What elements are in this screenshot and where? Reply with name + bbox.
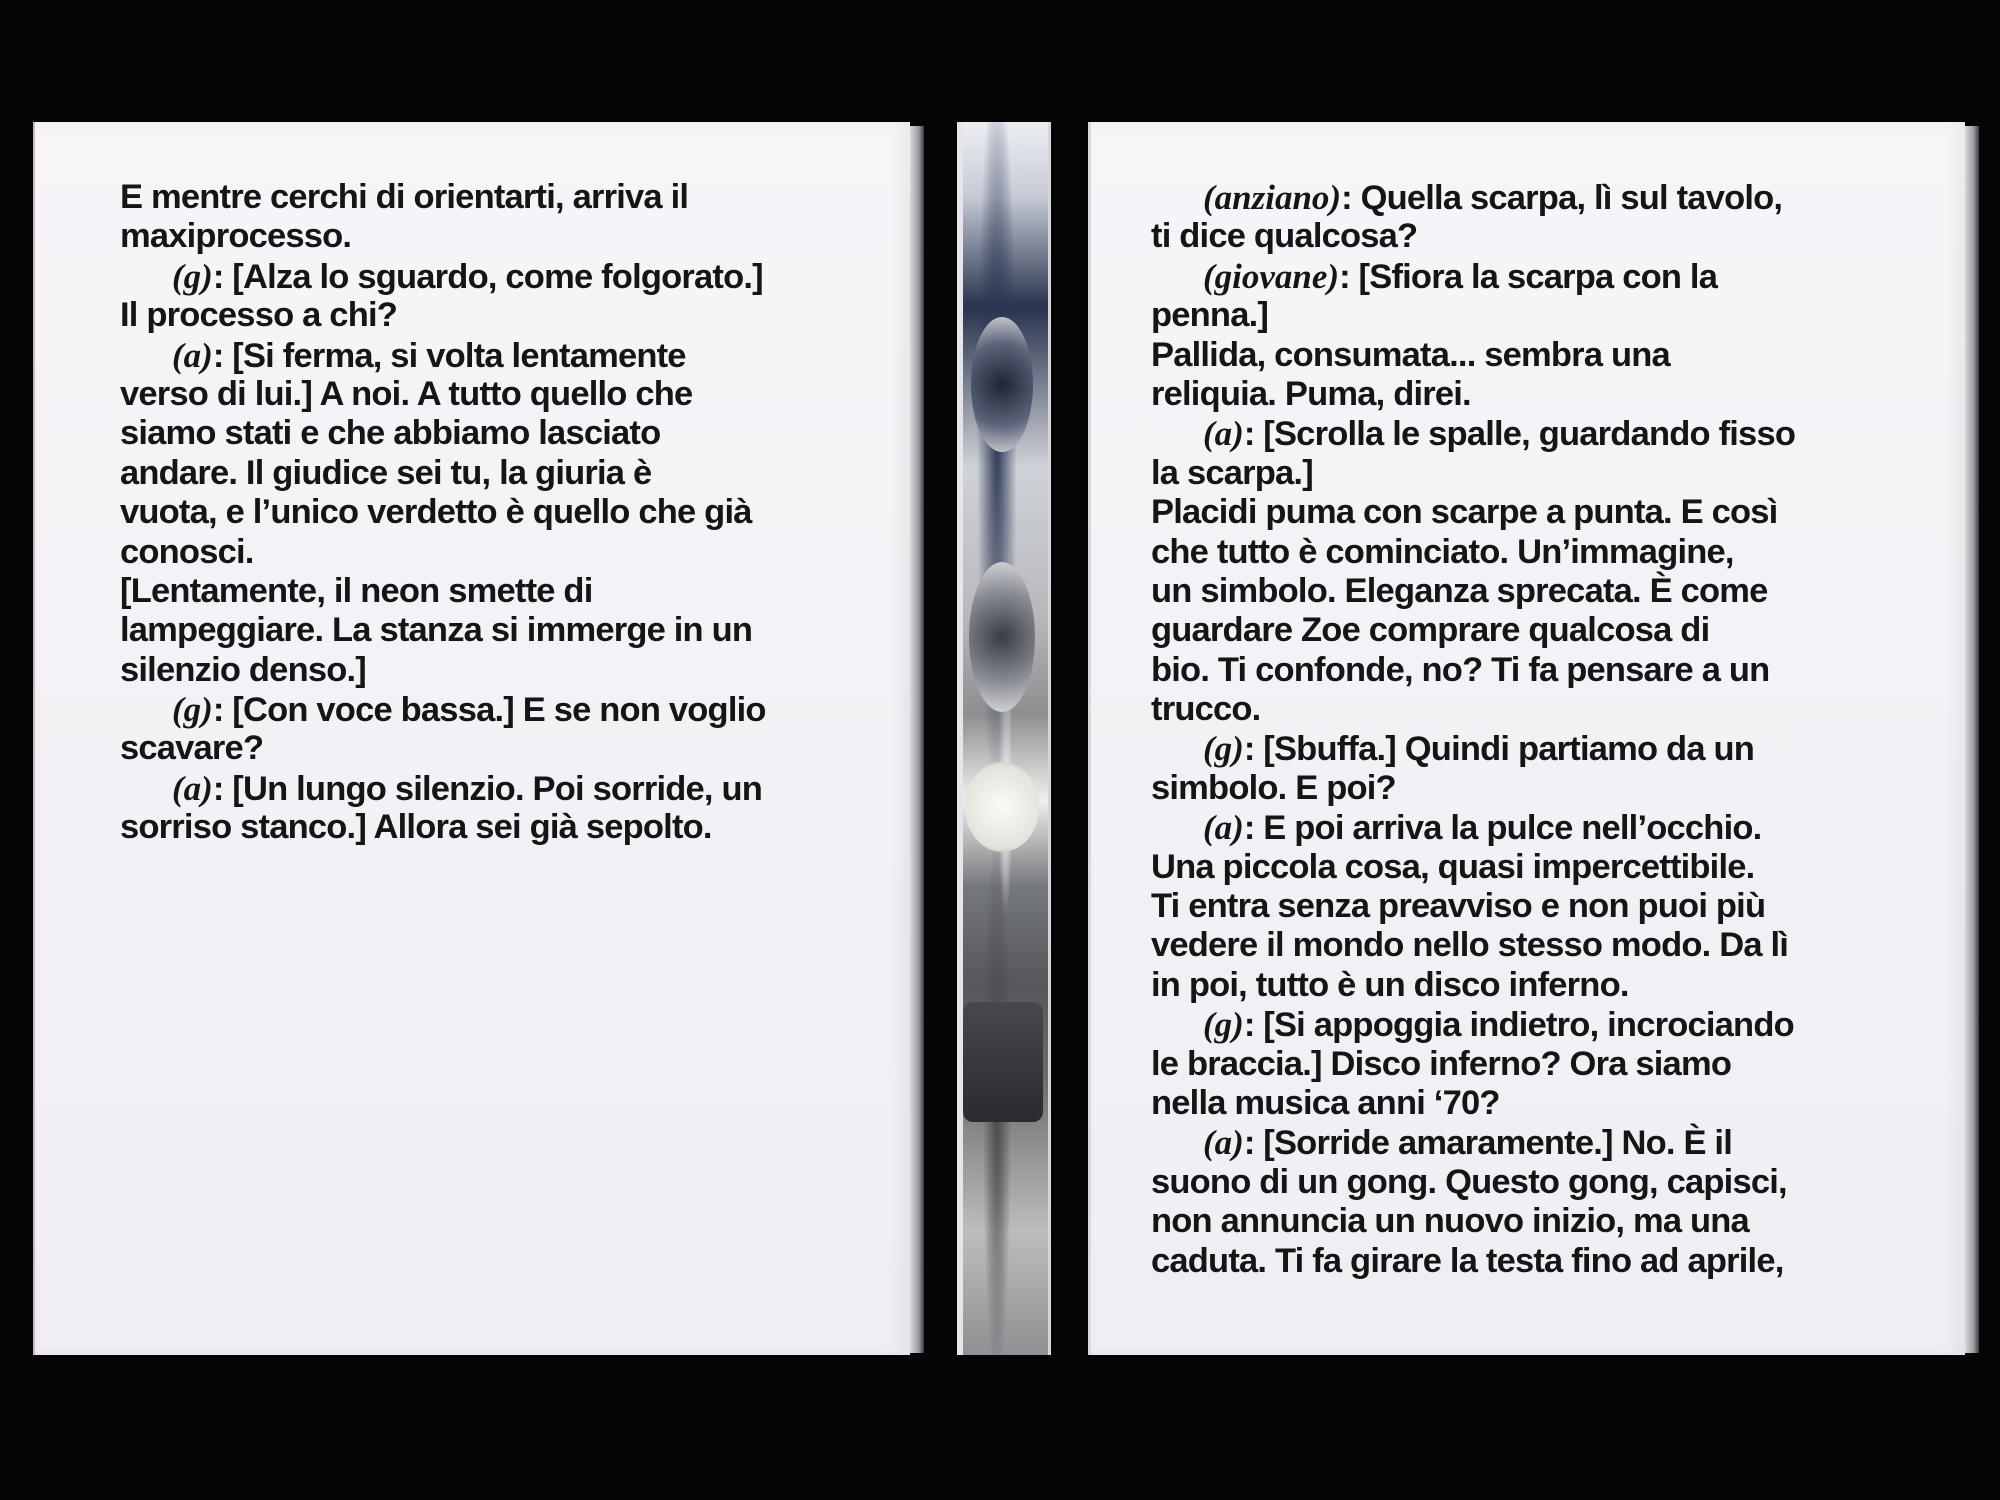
line-text: bio. Ti confonde, no? Ti fa pensare a un	[1151, 650, 1770, 689]
speaker-tag: (anziano)	[1203, 178, 1342, 217]
text-line	[1151, 533, 1795, 572]
line-text: la scarpa.]	[1151, 453, 1313, 492]
speaker-tag: (g)	[172, 256, 213, 296]
line-text: sorriso stanco.] Allora sei già sepolto.	[120, 808, 712, 847]
text-line	[1151, 1123, 1795, 1162]
text-line	[120, 414, 766, 453]
text-line	[1151, 611, 1795, 650]
text-line	[1151, 848, 1795, 887]
line-text: lampeggiare. La stanza si immerge in un	[120, 611, 753, 650]
text-line	[1151, 1202, 1795, 1241]
text-line	[1151, 1045, 1795, 1084]
line-text: che tutto è cominciato. Un’immagine,	[1151, 532, 1734, 571]
spine-speaker-image	[969, 562, 1035, 712]
line-text: siamo stati e che abbiamo lasciato	[120, 414, 661, 453]
line-text: in poi, tutto è un disco inferno.	[1151, 965, 1629, 1004]
text-line	[1151, 296, 1795, 335]
text-line	[1151, 1163, 1795, 1202]
line-text: non annuncia un nuovo inizio, ma una	[1151, 1202, 1749, 1241]
text-line	[120, 808, 766, 847]
line-text: reliquia. Puma, direi.	[1151, 374, 1471, 413]
text-line	[1151, 1005, 1795, 1044]
text-line	[1151, 493, 1795, 532]
text-line	[120, 533, 766, 572]
line-text: [Lentamente, il neon smette di	[120, 571, 593, 610]
line-text: : [Con voce bassa.] E se non voglio	[212, 691, 766, 730]
line-text: verso di lui.] A noi. A tutto quello che	[120, 374, 693, 413]
line-text: Pallida, consumata... sembra una	[1151, 335, 1670, 374]
text-line	[1151, 729, 1795, 768]
line-text: : [Si ferma, si volta lentamente	[212, 336, 686, 375]
line-text: guardare Zoe comprare qualcosa di	[1151, 611, 1710, 650]
line-text: : [Sorride amaramente.] No. È il	[1243, 1124, 1733, 1163]
line-text: : [Si appoggia indietro, incrociando	[1243, 1006, 1794, 1045]
line-text: Ti entra senza preavviso e non puoi più	[1151, 887, 1766, 926]
line-text: caduta. Ti fa girare la testa fino ad aprile,	[1151, 1241, 1784, 1280]
text-line	[1151, 336, 1795, 375]
text-line	[1151, 887, 1795, 926]
line-text: : [Sbuffa.] Quindi partiamo da un	[1243, 730, 1755, 769]
line-text: un simbolo. Eleganza sprecata. È come	[1151, 571, 1768, 610]
text-line	[120, 178, 766, 217]
spine-white-object	[965, 762, 1039, 852]
line-text: vedere il mondo nello stesso modo. Da lì	[1151, 926, 1789, 965]
line-text: : [Sfiora la scarpa con la	[1339, 257, 1718, 296]
line-text: vuota, e l’unico verdetto è quello che già	[120, 493, 752, 532]
spine-dark-object	[963, 1002, 1043, 1122]
text-line	[120, 257, 766, 296]
line-text: E mentre cerchi di orientarti, arriva il	[120, 178, 689, 216]
line-text: silenzio denso.]	[120, 650, 366, 689]
text-line	[1151, 1084, 1795, 1123]
text-line	[120, 651, 766, 690]
text-line	[120, 572, 766, 611]
text-line	[1151, 572, 1795, 611]
text-line	[120, 217, 766, 256]
speaker-tag: (a)	[172, 335, 213, 375]
line-text: Placidi puma con scarpe a punta. E così	[1151, 493, 1778, 532]
front-cover-edge	[1965, 126, 1979, 1353]
text-line	[1151, 1242, 1795, 1281]
text-line	[120, 336, 766, 375]
line-text: Il processo a chi?	[120, 296, 398, 335]
speaker-tag: (g)	[1203, 1005, 1244, 1045]
spine-speaker-image	[971, 317, 1033, 452]
text-line	[1151, 414, 1795, 453]
text-line	[1151, 926, 1795, 965]
text-line	[1151, 217, 1795, 256]
text-line	[120, 690, 766, 729]
speaker-tag: (giovane)	[1203, 256, 1340, 296]
line-text: : [Scrolla le spalle, guardando fisso	[1243, 415, 1796, 454]
speaker-tag: (g)	[1203, 729, 1244, 769]
text-line	[120, 375, 766, 414]
line-text: penna.]	[1151, 296, 1269, 335]
text-line	[1151, 257, 1795, 296]
text-line	[1151, 966, 1795, 1005]
text-line	[1151, 454, 1795, 493]
text-line	[120, 729, 766, 768]
speaker-tag: (g)	[172, 690, 213, 730]
line-text: nella musica anni ‘70?	[1151, 1083, 1500, 1122]
text-line	[1151, 375, 1795, 414]
line-text: simbolo. E poi?	[1151, 768, 1396, 807]
text-line	[120, 493, 766, 532]
speaker-tag: (a)	[1203, 414, 1244, 454]
line-text: ti dice qualcosa?	[1151, 217, 1418, 256]
front-cover-text	[1151, 178, 1795, 1281]
text-line	[120, 611, 766, 650]
line-text: maxiprocesso.	[120, 217, 352, 256]
speaker-tag: (a)	[1203, 1123, 1244, 1163]
back-cover-edge	[910, 126, 924, 1353]
text-line	[120, 296, 766, 335]
speaker-tag: (a)	[1203, 808, 1244, 848]
text-line	[1151, 178, 1795, 217]
line-text: : Quella scarpa, lì sul tavolo,	[1341, 179, 1783, 217]
line-text: le braccia.] Disco inferno? Ora siamo	[1151, 1044, 1732, 1083]
text-line	[120, 769, 766, 808]
text-line	[1151, 808, 1795, 847]
line-text: scavare?	[120, 729, 264, 768]
book-spine	[957, 122, 1051, 1355]
back-cover-text	[120, 178, 766, 848]
text-line	[1151, 651, 1795, 690]
line-text: : E poi arriva la pulce nell’occhio.	[1243, 809, 1762, 848]
text-line	[1151, 690, 1795, 729]
line-text: conosci.	[120, 532, 254, 571]
text-line	[1151, 769, 1795, 808]
line-text: : [Alza lo sguardo, come folgorato.]	[212, 257, 763, 296]
line-text: Una piccola cosa, quasi impercettibile.	[1151, 847, 1755, 886]
line-text: : [Un lungo silenzio. Poi sorride, un	[212, 769, 763, 808]
speaker-tag: (a)	[172, 768, 213, 808]
line-text: trucco.	[1151, 690, 1261, 729]
line-text: andare. Il giudice sei tu, la giuria è	[120, 453, 652, 492]
line-text: suono di un gong. Questo gong, capisci,	[1151, 1162, 1787, 1201]
text-line	[120, 454, 766, 493]
